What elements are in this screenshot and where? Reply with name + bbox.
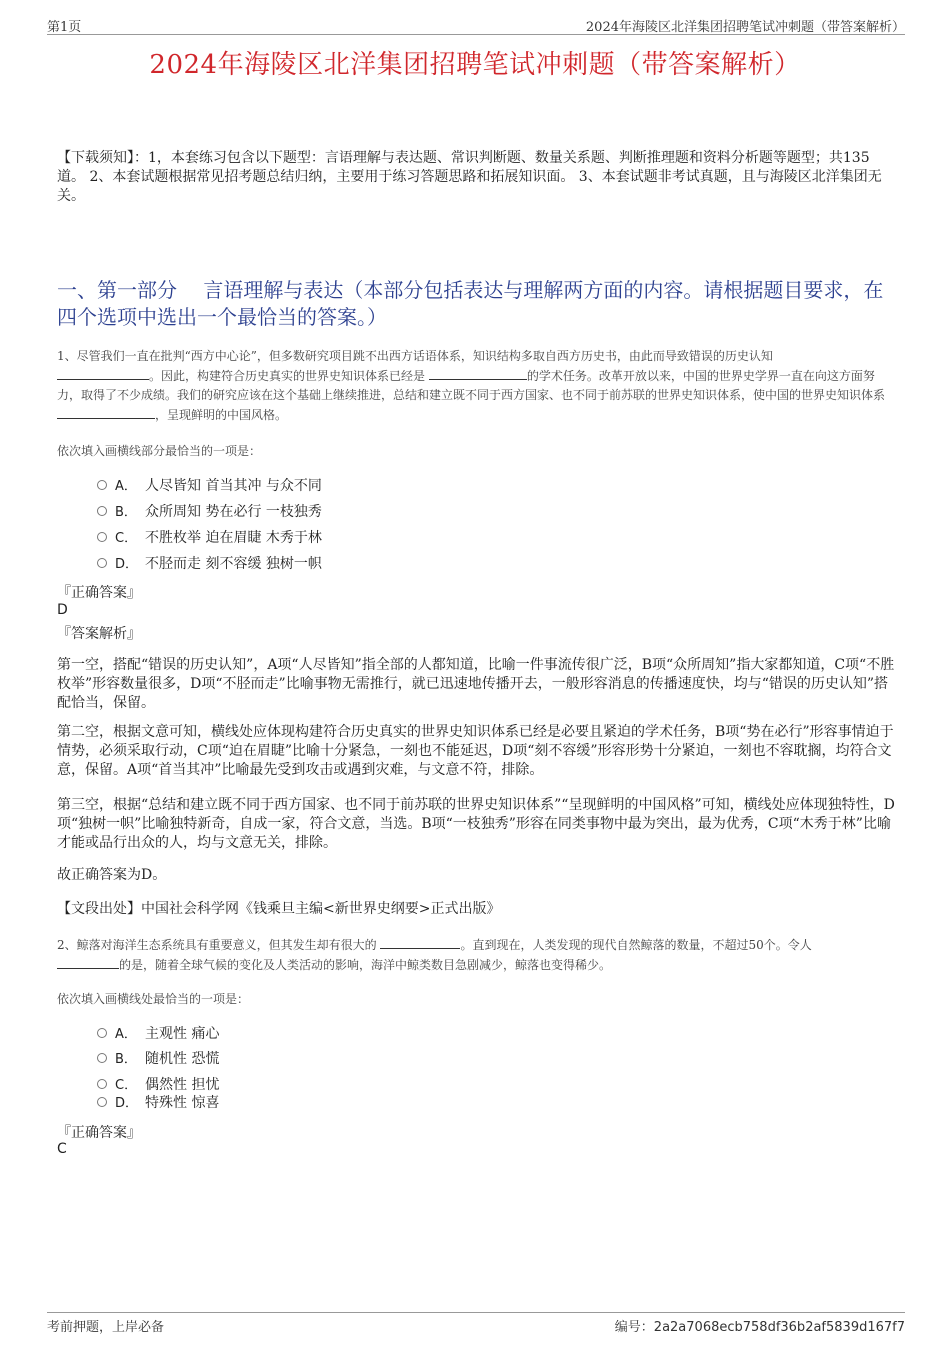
q1-option-a[interactable]: A． 人尽皆知 首当其冲 与众不同 (97, 476, 322, 496)
q1-analysis-label: 『答案解析』 (57, 626, 141, 642)
question-1-stem (57, 347, 897, 425)
q1-answer-label: 『正确答案』 (57, 585, 141, 601)
q2-option-d[interactable]: D． 特殊性 惊喜 (97, 1093, 219, 1113)
q1-analysis-para-2: 第二空，根据文意可知，横线处应体现构建符合历史真实的世界史知识体系已经是必要且紧迫的学术任务，B项“势在必行”形容事情迫于情势，必须采取行动，C项“迫在眉睫”比喻十分紧急，一刻也不能延迟，D项“刻不容缓”形容形势十分紧迫，一刻也不容耽搁，均符合文意，保留。A项“首当其冲”比喻最先受到攻击或遇到灾难，与文意不符，排除。 (57, 724, 894, 778)
q1-prompt: 依次填入画横线部分最恰当的一项是： (57, 444, 262, 458)
q1-blank-3 (57, 405, 155, 419)
radio-icon[interactable] (97, 558, 107, 568)
q2-option-a[interactable]: A． 主观性 痛心 (97, 1024, 219, 1044)
q1-text-c: 的学术任务。改革开放以来，中国的世界史学界一直在向这方面努力，取得了不少成绩。我们的研究应该在这个基础上继续推进，总结和建立既不同于西方国家、也不同于前苏联的世界史知识体系，使中国的世界史知识体系 (57, 369, 886, 402)
radio-icon[interactable] (97, 1097, 107, 1107)
q1-blank-1 (57, 366, 149, 380)
q1-text-d: ，呈现鲜明的中国风格。 (155, 408, 288, 422)
q2-prompt: 依次填入画横线处最恰当的一项是： (57, 992, 250, 1006)
q2-text-b: 。直到现在，人类发现的现代自然鲸落的数量，不超过50个。令人 (460, 938, 812, 952)
q1-answer: D (57, 602, 68, 618)
q2-option-c[interactable]: C． 偶然性 担忧 (97, 1075, 219, 1095)
radio-icon[interactable] (97, 1053, 107, 1063)
question-2-stem (57, 935, 897, 975)
q1-option-b[interactable]: B． 众所周知 势在必行 一枝独秀 (97, 502, 322, 522)
page-footer (47, 1312, 905, 1333)
footer-code-label: 编号： (614, 1320, 654, 1335)
download-notice: 【下载须知】：1，本套练习包含以下题型：言语理解与表达题、常识判断题、数量关系题、判断推理题和资料分析题等题型；共135道。 2、本套试题根据常见招考题总结归纳，主要用于练习答题思路和拓展知识面。 3、本套试题非考试真题，且与海陵区北洋集团无关。 (57, 150, 882, 204)
radio-icon[interactable] (97, 480, 107, 490)
q1-option-c[interactable]: C． 不胜枚举 迫在眉睫 木秀于林 (97, 528, 322, 548)
document-title: 2024年海陵区北洋集团招聘笔试冲刺题（带答案解析） (149, 50, 801, 80)
q2-option-b[interactable]: B． 随机性 恐慌 (97, 1049, 219, 1069)
footer-code (615, 1316, 905, 1335)
footer-code-value: 2a2a7068ecb758df36b2af5839d167f7 (653, 1320, 905, 1335)
q2-blank-2 (57, 955, 119, 969)
header-doc-title: 2024年海陵区北洋集团招聘笔试冲刺题（带答案解析） (585, 20, 905, 35)
q1-text-a: 1、尽管我们一直在批判“西方中心论”，但多数研究项目跳不出西方话语体系，知识结构多取自西方历史书，由此而导致错误的历史认知 (57, 349, 773, 363)
q2-blank-1 (380, 935, 460, 949)
section-heading: 一、第一部分 言语理解与表达（本部分包括表达与理解两方面的内容。请根据题目要求，在四个选项中选出一个最恰当的答案。） (57, 278, 884, 329)
radio-icon[interactable] (97, 532, 107, 542)
radio-icon[interactable] (97, 506, 107, 516)
q2-answer-label: 『正确答案』 (57, 1125, 141, 1141)
q1-source: 【文段出处】中国社会科学网《钱乘旦主编<新世界史纲要>正式出版》 (57, 901, 501, 917)
page-number: 第1页 (47, 20, 82, 35)
q1-text-b: 。因此，构建符合历史真实的世界史知识体系已经是 (149, 369, 426, 383)
q2-text-c: 的是，随着全球气候的变化及人类活动的影响，海洋中鲸类数目急剧减少，鲸落也变得稀少。 (119, 958, 612, 972)
footer-slogan: 考前押题，上岸必备 (47, 1320, 165, 1335)
q1-option-d[interactable]: D． 不胫而走 刻不容缓 独树一帜 (97, 554, 322, 574)
page-header (47, 14, 905, 35)
q2-answer: C (57, 1141, 67, 1157)
radio-icon[interactable] (97, 1079, 107, 1089)
q2-text-a: 2、鲸落对海洋生态系统具有重要意义，但其发生却有很大的 (57, 938, 377, 952)
radio-icon[interactable] (97, 1028, 107, 1038)
q1-blank-2 (429, 366, 527, 380)
q1-analysis-para-3: 第三空，根据“总结和建立既不同于西方国家、也不同于前苏联的世界史知识体系”“呈现鲜明的中国风格”可知，横线处应体现独特性，D项“独树一帜”比喻独特新奇，自成一家，符合文意，当选。B项“一枝独秀”形容在同类事物中最为突出，最为优秀，C项“木秀于林”比喻才能或品行出众的人，均与文意无关，排除。 (57, 797, 895, 851)
q1-analysis-para-1: 第一空，搭配“错误的历史认知”，A项“人尽皆知”指全部的人都知道，比喻一件事流传很广泛，B项“众所周知”指大家都知道，C项“不胜枚举”形容数量很多，D项“不胫而走”比喻事物无需推行，就已迅速地传播开去，一般形容消息的传播速度快，均与“错误的历史认知”搭配恰当，保留。 (57, 657, 895, 711)
q1-analysis-conclusion: 故正确答案为D。 (57, 867, 167, 883)
